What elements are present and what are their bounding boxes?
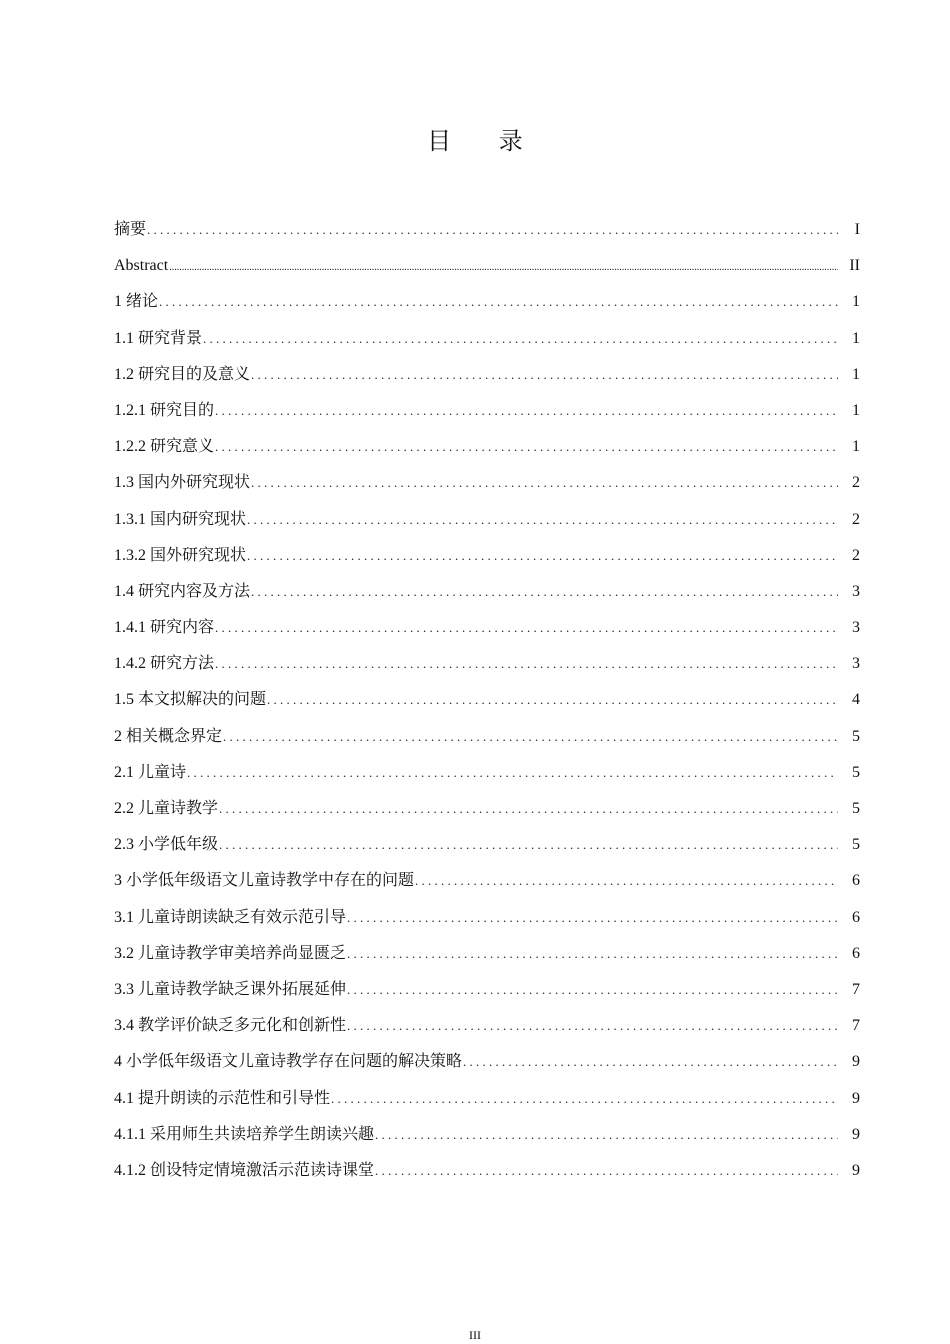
toc-entry-title: 2.2 儿童诗教学 xyxy=(114,800,219,817)
toc-entry-title: 1.4.1 研究内容 xyxy=(114,619,215,637)
toc-entry-page-number: 2 xyxy=(852,510,860,528)
toc-entry-page-number: II xyxy=(849,257,860,275)
toc-entry-page-number: 7 xyxy=(852,980,860,998)
toc-entry-title: 2.1 儿童诗 xyxy=(114,763,187,781)
toc-entry-page-number: 4 xyxy=(852,691,860,709)
toc-entry-title: Abstract xyxy=(114,257,169,275)
toc-entry-page-number: 3 xyxy=(852,655,860,673)
toc-dot-leader xyxy=(219,791,838,827)
toc-entry-title: 4.1 提升朗读的示范性和引导性 xyxy=(114,1089,331,1107)
toc-dot-leader xyxy=(267,682,838,718)
toc-dot-leader xyxy=(223,719,838,755)
toc-dot-leader xyxy=(375,1153,838,1189)
toc-entry[interactable] xyxy=(114,212,860,248)
toc-dot-leader xyxy=(147,212,838,248)
toc-entry[interactable] xyxy=(114,538,860,574)
toc-entry-page-number: 9 xyxy=(852,1161,860,1179)
toc-dot-leader xyxy=(331,1081,838,1117)
toc-dot-leader xyxy=(247,538,838,574)
page-number: III xyxy=(469,1328,481,1342)
toc-entry-title: 1.1 研究背景 xyxy=(114,329,203,347)
toc-dot-leader xyxy=(375,1117,838,1153)
toc-entry-page-number: 5 xyxy=(852,800,860,817)
toc-dot-leader xyxy=(347,972,838,1008)
toc-dot-leader xyxy=(415,863,838,899)
toc-entry-page-number: 1 xyxy=(852,293,860,311)
toc-entry[interactable] xyxy=(114,248,860,284)
toc-entry[interactable] xyxy=(114,1117,860,1153)
toc-entry-page-number: 9 xyxy=(852,1089,860,1107)
toc-entry-title: 2.3 小学低年级 xyxy=(114,836,219,854)
toc-entry[interactable] xyxy=(114,429,860,465)
toc-dot-leader xyxy=(347,936,838,972)
toc-entry-page-number: 3 xyxy=(852,619,860,637)
toc-entry-title: 4.1.1 采用师生共读培养学生朗读兴趣 xyxy=(114,1125,375,1143)
toc-entry[interactable] xyxy=(114,827,860,863)
toc-entry-title: 1.2.1 研究目的 xyxy=(114,401,215,419)
toc-entry[interactable] xyxy=(114,1044,860,1080)
toc-entry-title: 4.1.2 创设特定情境激活示范读诗课堂 xyxy=(114,1161,375,1179)
toc-entry-page-number: 7 xyxy=(852,1017,860,1035)
toc-dot-leader xyxy=(215,429,838,465)
toc-entry-title: 3.1 儿童诗朗读缺乏有效示范引导 xyxy=(114,908,347,926)
toc-dot-leader xyxy=(251,465,838,501)
toc-entry[interactable] xyxy=(114,393,860,429)
toc-entry[interactable] xyxy=(114,646,860,682)
toc-entry[interactable] xyxy=(114,284,860,320)
toc-entry-page-number: 3 xyxy=(852,582,860,600)
toc-entry[interactable] xyxy=(114,1153,860,1189)
toc-entry[interactable] xyxy=(114,791,860,827)
toc-dot-leader xyxy=(215,646,838,682)
toc-entry-title: 1.3.2 国外研究现状 xyxy=(114,546,247,564)
toc-entry-page-number: 1 xyxy=(852,401,860,419)
toc-entry-page-number: 6 xyxy=(852,872,860,890)
toc-dot-leader xyxy=(215,610,838,646)
toc-entry-page-number: 5 xyxy=(852,727,860,745)
page-title: 目 录 xyxy=(427,127,543,155)
toc-entry[interactable] xyxy=(114,972,860,1008)
toc-entry[interactable] xyxy=(114,682,860,718)
toc-dot-leader xyxy=(463,1044,838,1080)
toc-entry-title: 4 小学低年级语文儿童诗教学存在问题的解决策略 xyxy=(114,1053,463,1071)
toc-entry-title: 1.2 研究目的及意义 xyxy=(114,365,251,383)
toc-entry-page-number: 6 xyxy=(852,908,860,926)
toc-entry-page-number: 6 xyxy=(852,944,860,962)
toc-entry[interactable] xyxy=(114,321,860,357)
toc-entry-page-number: 5 xyxy=(852,836,860,854)
toc-dot-leader xyxy=(159,284,838,320)
toc-entry-page-number: 1 xyxy=(852,365,860,383)
toc-entry[interactable] xyxy=(114,863,860,899)
toc-dot-leader xyxy=(169,248,838,286)
toc-dot-leader xyxy=(347,900,838,936)
toc-dot-leader xyxy=(251,357,838,393)
toc-entry-title: 1.4 研究内容及方法 xyxy=(114,582,251,600)
toc-entry-page-number: 1 xyxy=(852,438,860,456)
toc-entry-title: 1.3 国内外研究现状 xyxy=(114,474,251,492)
toc-entry-page-number: 1 xyxy=(852,329,860,347)
toc-entry[interactable] xyxy=(114,574,860,610)
toc-entry[interactable] xyxy=(114,900,860,936)
toc-entry-title: 3.4 教学评价缺乏多元化和创新性 xyxy=(114,1017,347,1035)
toc-entry-title: 1.5 本文拟解决的问题 xyxy=(114,691,267,709)
toc-entry-title: 3.3 儿童诗教学缺乏课外拓展延伸 xyxy=(114,980,347,998)
toc-dot-leader xyxy=(215,393,838,429)
toc-entry-title: 1 绪论 xyxy=(114,293,159,311)
toc-entry[interactable] xyxy=(114,610,860,646)
toc-entry-title: 摘要 xyxy=(114,221,147,238)
toc-entry-title: 2 相关概念界定 xyxy=(114,727,223,745)
toc-entry[interactable] xyxy=(114,1081,860,1117)
toc-entry-page-number: 2 xyxy=(852,474,860,492)
toc-entry-title: 3 小学低年级语文儿童诗教学中存在的问题 xyxy=(114,872,415,890)
toc-entry-title: 3.2 儿童诗教学审美培养尚显匮乏 xyxy=(114,944,347,962)
toc-entry[interactable] xyxy=(114,755,860,791)
toc-entry[interactable] xyxy=(114,719,860,755)
toc-entry[interactable] xyxy=(114,465,860,501)
toc-entry-page-number: 5 xyxy=(852,763,860,781)
toc-entry-title: 1.4.2 研究方法 xyxy=(114,655,215,673)
toc-entry-page-number: 9 xyxy=(852,1125,860,1143)
table-of-contents xyxy=(114,212,860,1189)
toc-dot-leader xyxy=(203,321,838,357)
toc-entry[interactable] xyxy=(114,502,860,538)
toc-entry[interactable] xyxy=(114,1008,860,1044)
toc-entry-page-number: I xyxy=(854,221,860,238)
toc-entry[interactable] xyxy=(114,357,860,393)
toc-dot-leader xyxy=(347,1008,838,1044)
toc-dot-leader xyxy=(247,502,838,538)
toc-entry-title: 1.2.2 研究意义 xyxy=(114,438,215,456)
toc-entry-page-number: 9 xyxy=(852,1053,860,1071)
toc-dot-leader xyxy=(251,574,838,610)
toc-entry[interactable] xyxy=(114,936,860,972)
toc-entry-title: 1.3.1 国内研究现状 xyxy=(114,510,247,528)
toc-dot-leader xyxy=(187,755,838,791)
toc-dot-leader xyxy=(219,827,838,863)
toc-entry-page-number: 2 xyxy=(852,546,860,564)
